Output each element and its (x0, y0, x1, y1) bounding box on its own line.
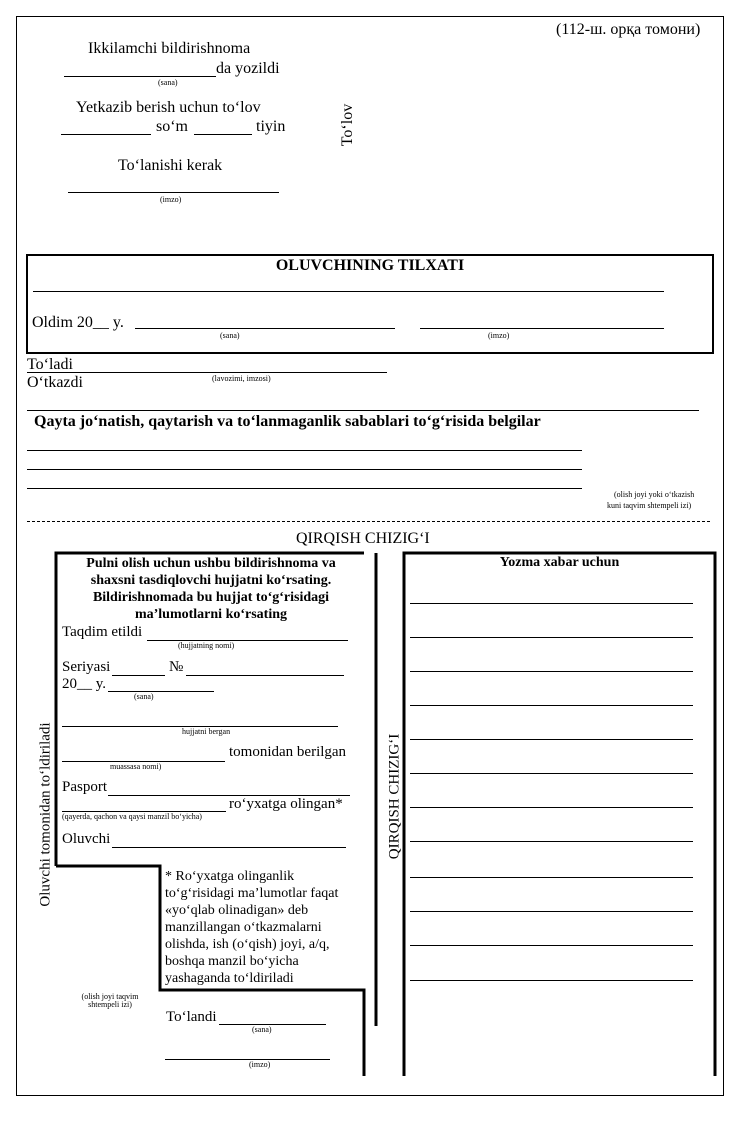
footnote-line-3: «yo‘qlab olinadigan» deb (165, 903, 309, 918)
otkazdi-label: O‘tkazdi (27, 374, 83, 391)
written-message-title: Yozma xabar uchun (499, 555, 620, 570)
tiyin-label: tiyin (256, 118, 286, 135)
paid-signature-line[interactable] (165, 1059, 330, 1060)
receipt-sana-caption: (sana) (220, 331, 240, 340)
number-sign: № (169, 659, 184, 675)
stamp-note-1: (olish joyi yoki o‘tkazish (614, 490, 695, 499)
message-line-5[interactable] (410, 739, 693, 740)
footnote-line-4: manzillangan o‘tkazmalarni (165, 920, 322, 935)
paid-date-line[interactable] (219, 1024, 326, 1025)
left-form-heading-4: ma’lumotlarni ko‘rsating (134, 607, 288, 622)
stamp-note-2: kuni taqvim shtempeli izi) (607, 501, 692, 510)
sana-caption: (sana) (158, 78, 178, 87)
series-label: Seriyasi (62, 659, 111, 675)
som-label: so‘m (156, 118, 188, 135)
written-suffix: da yozildi (216, 60, 280, 77)
cut-line-label: QIRQISH CHIZIG‘I (296, 530, 430, 547)
number-line[interactable] (186, 675, 344, 676)
registered-label: ro‘yxatga olingan* (229, 796, 343, 812)
position-signature-caption: (lavozimi, imzosi) (212, 374, 271, 383)
message-line-8[interactable] (410, 841, 693, 842)
message-line-10[interactable] (410, 911, 693, 912)
issued-by-label: tomonidan berilgan (229, 744, 347, 760)
where-when-caption: (qayerda, qachon va qaysi manzil bo‘yicha) (62, 812, 202, 821)
series-line[interactable] (112, 675, 165, 676)
message-line-1[interactable] (410, 603, 693, 604)
institution-caption: muassasa nomi) (110, 762, 162, 771)
doc-name-caption: (hujjatning nomi) (178, 641, 235, 650)
left-stamp-caption-2: shtempeli izi) (88, 1000, 132, 1009)
toladi-label: To‘ladi (27, 356, 73, 373)
left-form-heading-1: Pulni olish uchun ushbu bildirishnoma va (86, 556, 336, 571)
message-line-3[interactable] (410, 671, 693, 672)
vertical-cut-label: QIRQISH CHIZIG‘I (386, 733, 403, 860)
message-line-11[interactable] (410, 945, 693, 946)
message-line-6[interactable] (410, 773, 693, 774)
paid-imzo-caption: (imzo) (249, 1060, 271, 1069)
left-stamp-caption-1: (olish joyi taqvim (81, 992, 139, 1001)
corner-note: (112-ш. орқа томони) (556, 21, 701, 38)
received-label: Oldim 20__ y. (32, 314, 124, 331)
notice-title: Ikkilamchi bildirishnoma (88, 40, 251, 57)
footnote-line-7: yashaganda to‘ldiriladi (165, 971, 294, 986)
recipient-line[interactable] (112, 847, 346, 848)
return-section-title: Qayta jo‘natish, qaytarish va to‘lanmaganlik sabablari to‘g‘risida belgilar (34, 413, 541, 430)
message-line-4[interactable] (410, 705, 693, 706)
year-label: 20__ y. (62, 676, 107, 692)
left-form-heading-3: Bildirishnomada bu hujjat to‘g‘risidagi (92, 590, 330, 605)
message-line-2[interactable] (410, 637, 693, 638)
message-line-12[interactable] (410, 980, 693, 981)
paid-sana-caption: (sana) (252, 1025, 272, 1034)
imzo-caption: (imzo) (160, 195, 182, 204)
footnote-line-6: boshqa manzil bo‘yicha (165, 954, 299, 969)
message-line-9[interactable] (410, 877, 693, 878)
tolov-vertical-label: To‘lov (339, 103, 357, 147)
message-line-7[interactable] (410, 807, 693, 808)
receipt-imzo-caption: (imzo) (488, 331, 510, 340)
left-form-heading-2: shaxsni tasdiqlovchi hujjatni ko‘rsating. (90, 573, 332, 588)
to-pay-label: To‘lanishi kerak (118, 157, 223, 174)
receipt-title: OLUVCHINING TILXATI (275, 257, 465, 274)
footnote (165, 868, 338, 987)
footnote-line-1: * Ro‘yxatga olinganlik (165, 869, 295, 884)
left-form-vertical-label: Oluvchi tomonidan to‘ldiriladi (37, 722, 54, 907)
year-sana-caption: (sana) (134, 692, 154, 701)
year-date-line[interactable] (108, 691, 214, 692)
recipient-label: Oluvchi (62, 831, 111, 847)
passport-label: Pasport (62, 779, 107, 795)
doc-issuer-caption: hujjatni bergan (182, 727, 231, 736)
footnote-line-5: olishda, ish (o‘qish) joyi, a/q, (165, 937, 330, 952)
footnote-line-2: to‘g‘risidagi ma’lumotlar faqat (165, 886, 339, 901)
delivery-fee-label: Yetkazib berish uchun to‘lov (76, 99, 261, 116)
presented-label: Taqdim etildi (62, 624, 143, 640)
paid-label: To‘landi (166, 1009, 217, 1025)
